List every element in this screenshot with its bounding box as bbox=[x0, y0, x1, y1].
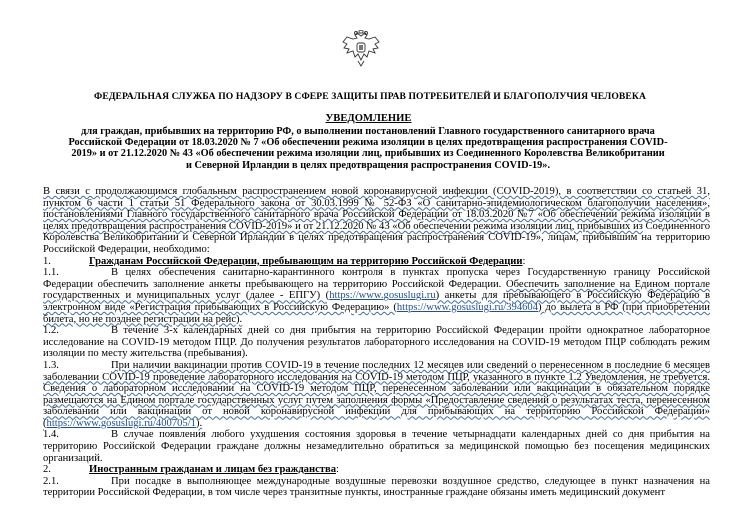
item-number: 2.1. bbox=[43, 475, 59, 487]
registration-form-link[interactable]: https://www.gosuslugi.ru/394604 bbox=[396, 301, 539, 313]
section-number: 2. bbox=[43, 464, 51, 476]
item-1-2 bbox=[43, 325, 710, 360]
item-number: 1.4. bbox=[43, 429, 59, 441]
section-title: Гражданам Российской Федерации, пребывающим на территорию Российской Федерации bbox=[89, 255, 523, 267]
item-text: В случае появления любого ухудшения состояния здоровья в течение четырнадцати календарных дней со дня прибытия на территорию Российской Федерации граждане должны незамедлительно обратиться за медицинской помощью без посещения медицинских организаций. bbox=[43, 429, 710, 464]
notice-subtitle: для граждан, прибывших на территорию РФ, о выполнении постановлений Главного государственного санитарного врача Российской Федерации от 18.03.2020 № 7 «Об обеспечении режима изоляции в целях предотвращения распространения COVID-2019» и от 21.12.2020 № 43 «Об обеспечении режима изоляции лиц, прибывших из Соединенного Королевства Великобритании и Северной Ирландии в целях предотвращения распространения COVID-19». bbox=[68, 126, 668, 171]
section-2-heading: 2. Иностранным гражданам и лицам без гражданства: bbox=[43, 464, 339, 476]
notice-body bbox=[43, 186, 710, 499]
notice-title: УВЕДОМЛЕНИЕ bbox=[325, 113, 412, 124]
item-text: При наличии вакцинации против COVID-19 в течение последних 12 месяцев или сведений о перенесенном в последние 6 месяцев заболевании COVID-19 проведение лабораторного исследования на COVID-19 методом ПЦР, указанного в пункте 1.2 Уведомления, не требуется. Сведения о лабораторном исследовании на COVID-19 методом ПЦР, перенесенном заболевании или вакцинации в обязательном порядке размещаются на Едином портале государственных услуг путем заполнения формы «Предоставление сведений о результатах теста, перенесенном заболевании или вакцинации от новой коронавирусной инфекции для прибывающих на территорию Российской Федерации» ( bbox=[43, 359, 710, 429]
section-1-heading: 1. Гражданам Российской Федерации, пребывающим на территорию Российской Федерации: bbox=[43, 255, 526, 267]
item-text: В целях обеспечения санитарно-карантинного контроля в пунктах пропуска через Государственную границу Российской Федерации обеспечить заполнение анкеты пребывающего на территорию Российской Федерации. bbox=[43, 267, 710, 290]
item-text: В течение 3-х календарных дней со дня прибытия на территорию Российской Федерации пройти однократное лабораторное исследование на COVID-19 методом ПЦР. До получения результатов лабораторного исследования на COVID-19 методом ПЦР соблюдать режим изоляции по месту жительства (пребывания). bbox=[43, 325, 710, 360]
item-text: При посадке в выполняющее международные воздушные перевозки воздушное средство, следующее в пункт назначения на территории Российской Федерации, в том числе через транзитные пункты, иностранные граждане обязаны иметь медицинский документ bbox=[43, 475, 710, 499]
item-1-1: 1.1. В целях обеспечения санитарно-карантинного контроля в пунктах пропуска через Государственную границу Российской Федерации обеспечить заполнение анкеты пребывающего на территорию Российской Федерации. Обеспечить заполнение на Едином портале государственных и муниципальных услуг (далее - ЕПГУ) (https://www.gosuslugi.ru) анкеты для пребывающего в Российскую Федерацию в электронном виде «Регистрация прибывающих в Российскую Федерацию» (https://www.gosuslugi.ru/394604) до вылета в РФ (при приобретении билета, но не позднее регистрации на рейс). bbox=[43, 267, 710, 325]
intro-highlight: В связи с продолжающимся глобальным распространением новой коронавирусной инфекции (COVID-2019), в соответствии со статьей 31, пунктом 6 части 1 статьи 51 Федерального закона от 30.03.1999 № 52-ФЗ «О санитарно-эпидемиологическом благополучии населения», постановлениями Главного государственного санитарного врача Российской Федерации от 18.03.2020 №7 «Об обеспечении режима изоляции в целях предотвращения распространения COVID-2019» и от 21.12.2020 № 43 «Об обеспечении режима изоляции лиц, прибывших из bbox=[43, 186, 710, 232]
intro-rest: Соединенного Королевства Великобритании и Северной Ирландии в целях предотвращения распространения COVID-19», лицам, прибывшим на территорию Российской Федерации, необходимо: bbox=[43, 220, 710, 255]
section-title: Иностранным гражданам и лицам без гражданства bbox=[89, 464, 337, 476]
coat-of-arms-icon bbox=[340, 30, 382, 68]
item-2-1 bbox=[43, 476, 710, 499]
section-number: 1. bbox=[43, 255, 51, 267]
item-1-4 bbox=[43, 429, 710, 464]
item-1-3: 1.3. При наличии вакцинации против COVID-19 в течение последних 12 месяцев или сведений о перенесенном в последние 6 месяцев заболевании COVID-19 проведение лабораторного исследования на COVID-19 методом ПЦР, указанного в пункте 1.2 Уведомления, не требуется. Сведения о лабораторном исследовании на COVID-19 методом ПЦР, перенесенном заболевании или вакцинации в обязательном порядке размещаются на Едином портале государственных услуг путем заполнения формы «Предоставление сведений о результатах теста, перенесенном заболевании или вакцинации от новой коронавирусной инфекции для прибывающих на территорию Российской Федерации» (https://www.gosuslugi.ru/400705/1). bbox=[43, 359, 710, 429]
item-number: 1.1. bbox=[43, 267, 59, 279]
test-results-form-link[interactable]: https://www.gosuslugi.ru/400705/1 bbox=[46, 417, 196, 429]
agency-title: ФЕДЕРАЛЬНАЯ СЛУЖБА ПО НАДЗОРУ В СФЕРЕ ЗАЩИТЫ ПРАВ ПОТРЕБИТЕЛЕЙ И БЛАГОПОЛУЧИЯ ЧЕЛОВЕКА bbox=[93, 91, 646, 102]
item-number: 1.3. bbox=[43, 359, 59, 371]
gosuslugi-link[interactable]: https://www.gosuslugi.ru bbox=[329, 290, 436, 302]
item-number: 1.2. bbox=[43, 325, 59, 337]
intro-paragraph bbox=[43, 186, 710, 256]
